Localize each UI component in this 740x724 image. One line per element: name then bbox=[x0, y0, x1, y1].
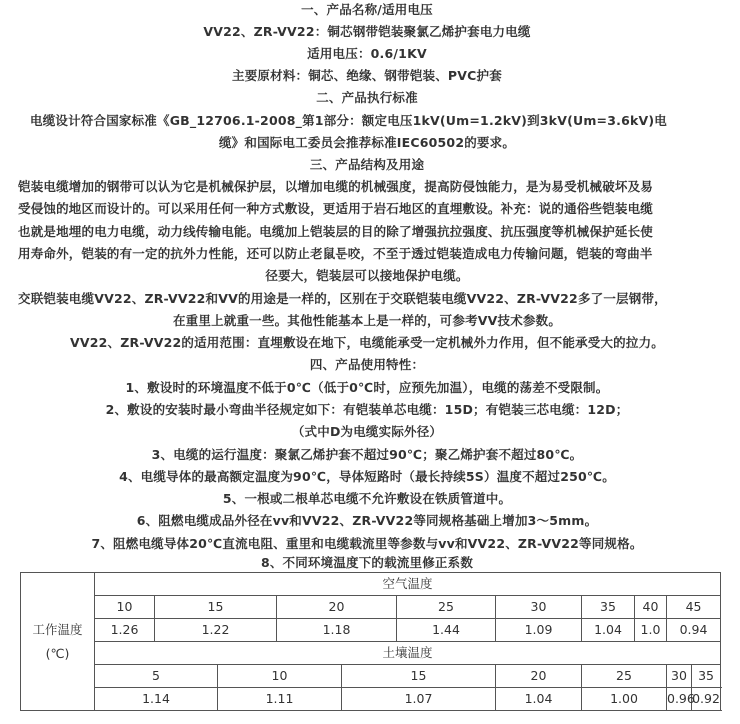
soil-factor-cell: 1.04 bbox=[496, 688, 582, 711]
air-factor-cell: 1.0 bbox=[635, 619, 667, 642]
soil-factor-cell: 0.92 bbox=[692, 688, 721, 711]
soil-temperature-row bbox=[21, 665, 721, 688]
comparison-paragraph-line: 在重里上就重一些。其他性能基本上是一样的，可参考VV技术参数。 bbox=[172, 313, 562, 328]
section-title-usage: 四、产品使用特性： bbox=[309, 357, 425, 372]
air-temperature-title: 空气温度 bbox=[95, 573, 721, 596]
materials-line: 主要原材料：铜芯、绝缘、钢带铠装、PVC护套 bbox=[232, 68, 502, 83]
product-name-line: VV22、ZR-VV22：铜芯钢带铠装聚氯乙烯护套电力电缆 bbox=[203, 24, 531, 39]
working-temperature-label: 工作温度 bbox=[32, 621, 83, 637]
application-scope-line: VV22、ZR-VV22的适用范围：直埋敷设在地下，电缆能承受一定机械外力作用，但不能承受大的拉力。 bbox=[70, 335, 664, 350]
air-factor-cell: 1.04 bbox=[582, 619, 635, 642]
soil-temp-cell: 25 bbox=[582, 665, 667, 688]
soil-factor-cell: 0.96 bbox=[667, 688, 692, 711]
air-temp-cell: 35 bbox=[582, 596, 635, 619]
usage-item: 3、电缆的运行温度：聚氯乙烯护套不超过90℃；聚乙烯护套不超过80℃。 bbox=[151, 447, 583, 462]
standard-line-1: 电缆设计符合国家标准《GB_12706.1-2008_第1部分：额定电压1kV(Um=1.2kV)到3kV(Um=3.6kV)电 bbox=[30, 113, 667, 128]
usage-item: 4、电缆导体的最高额定温度为90℃，导体短路时（最长持续5S）温度不超过250℃。 bbox=[119, 469, 615, 484]
air-temp-cell: 40 bbox=[635, 596, 667, 619]
usage-item: 2、敷设的安装时最小弯曲半径规定如下：有铠装单芯电缆：15D；有铠装三芯电缆：12D； bbox=[105, 402, 629, 417]
section-title-structure: 三、产品结构及用途 bbox=[309, 157, 425, 172]
air-factor-cell: 1.26 bbox=[95, 619, 155, 642]
section-title-standard: 二、产品执行标准 bbox=[316, 90, 418, 105]
usage-item: （式中D为电缆实际外径） bbox=[291, 424, 443, 439]
soil-temp-cell: 15 bbox=[342, 665, 496, 688]
soil-factor-cell: 1.00 bbox=[582, 688, 667, 711]
air-temp-cell: 45 bbox=[667, 596, 721, 619]
structure-paragraph-line: 也就是地埋的电力电缆，动力线传输电能。电缆加上铠装层的目的除了增强抗拉强度、抗压强度等机械保护延长使 bbox=[18, 224, 654, 239]
air-temp-cell: 10 bbox=[95, 596, 155, 619]
structure-paragraph-line: 受侵蚀的地区而设计的。可以采用任何一种方式敷设，更适用于岩石地区的直埋敷设。补充：说的通俗些铠装电缆 bbox=[18, 201, 654, 216]
section-title-product-name: 一、产品名称/适用电压 bbox=[301, 2, 433, 17]
soil-temperature-title: 土壤温度 bbox=[95, 642, 721, 665]
structure-paragraph-line: 用寿命外，铠装的有一定的抗外力性能，还可以防止老鼠툰咬，不至于透过铠装造成电力传输问题，铠装的弯曲半 bbox=[18, 246, 653, 261]
voltage-line: 适用电压：0.6/1KV bbox=[307, 46, 427, 61]
soil-factor-cell: 1.14 bbox=[95, 688, 218, 711]
air-temperature-row bbox=[21, 596, 721, 619]
working-temperature-unit: (℃) bbox=[45, 645, 70, 661]
usage-item: 7、阻燃电缆导体20℃直流电阻、重里和电缆载流里等参数与vv和VV22、ZR-VV22等同规格。 bbox=[91, 536, 643, 551]
air-factor-cell: 0.94 bbox=[667, 619, 721, 642]
soil-temp-cell: 30 bbox=[667, 665, 692, 688]
soil-temp-cell: 10 bbox=[218, 665, 342, 688]
air-factor-row bbox=[21, 619, 721, 642]
soil-factor-row bbox=[21, 688, 721, 711]
table-caption: 8、不同环境温度下的载流里修正系数 bbox=[260, 555, 474, 570]
air-temp-cell: 25 bbox=[397, 596, 496, 619]
comparison-paragraph-line: 交联铠装电缆VV22、ZR-VV22和VV的用途是一样的，区别在于交联铠装电缆VV22、ZR-VV22多了一层钢带， bbox=[18, 291, 667, 306]
soil-temp-cell: 20 bbox=[496, 665, 582, 688]
air-temp-cell: 30 bbox=[496, 596, 582, 619]
soil-temp-cell: 5 bbox=[95, 665, 218, 688]
air-factor-cell: 1.44 bbox=[397, 619, 496, 642]
soil-factor-cell: 1.11 bbox=[218, 688, 342, 711]
usage-item: 1、敷设时的环境温度不低于0℃（低于0℃时，应预先加温），电缆的荡差不受限制。 bbox=[125, 380, 609, 395]
correction-factor-table bbox=[20, 572, 721, 711]
working-temperature-header bbox=[21, 573, 95, 711]
soil-factor-cell: 1.07 bbox=[342, 688, 496, 711]
air-temp-cell: 15 bbox=[155, 596, 277, 619]
air-factor-cell: 1.09 bbox=[496, 619, 582, 642]
usage-item: 6、阻燃电缆成品外径在vv和VV22、ZR-VV22等同规格基础上增加3～5mm。 bbox=[136, 513, 598, 528]
air-factor-cell: 1.18 bbox=[277, 619, 397, 642]
structure-paragraph-line: 铠装电缆增加的钢带可以认为它是机械保护层，以增加电缆的机械强度，提高防侵蚀能力，是为易受机械破坏及易 bbox=[18, 179, 654, 194]
standard-line-2: 缆》和国际电工委员会推荐标准IEC60502的要求。 bbox=[218, 135, 516, 150]
air-temp-cell: 20 bbox=[277, 596, 397, 619]
structure-paragraph-line: 径要大，铠装层可以接地保护电缆。 bbox=[265, 268, 469, 283]
air-factor-cell: 1.22 bbox=[155, 619, 277, 642]
soil-temp-cell: 35 bbox=[692, 665, 721, 688]
usage-item: 5、一根或二根单芯电缆不允许敷设在铁质管道中。 bbox=[222, 491, 512, 506]
